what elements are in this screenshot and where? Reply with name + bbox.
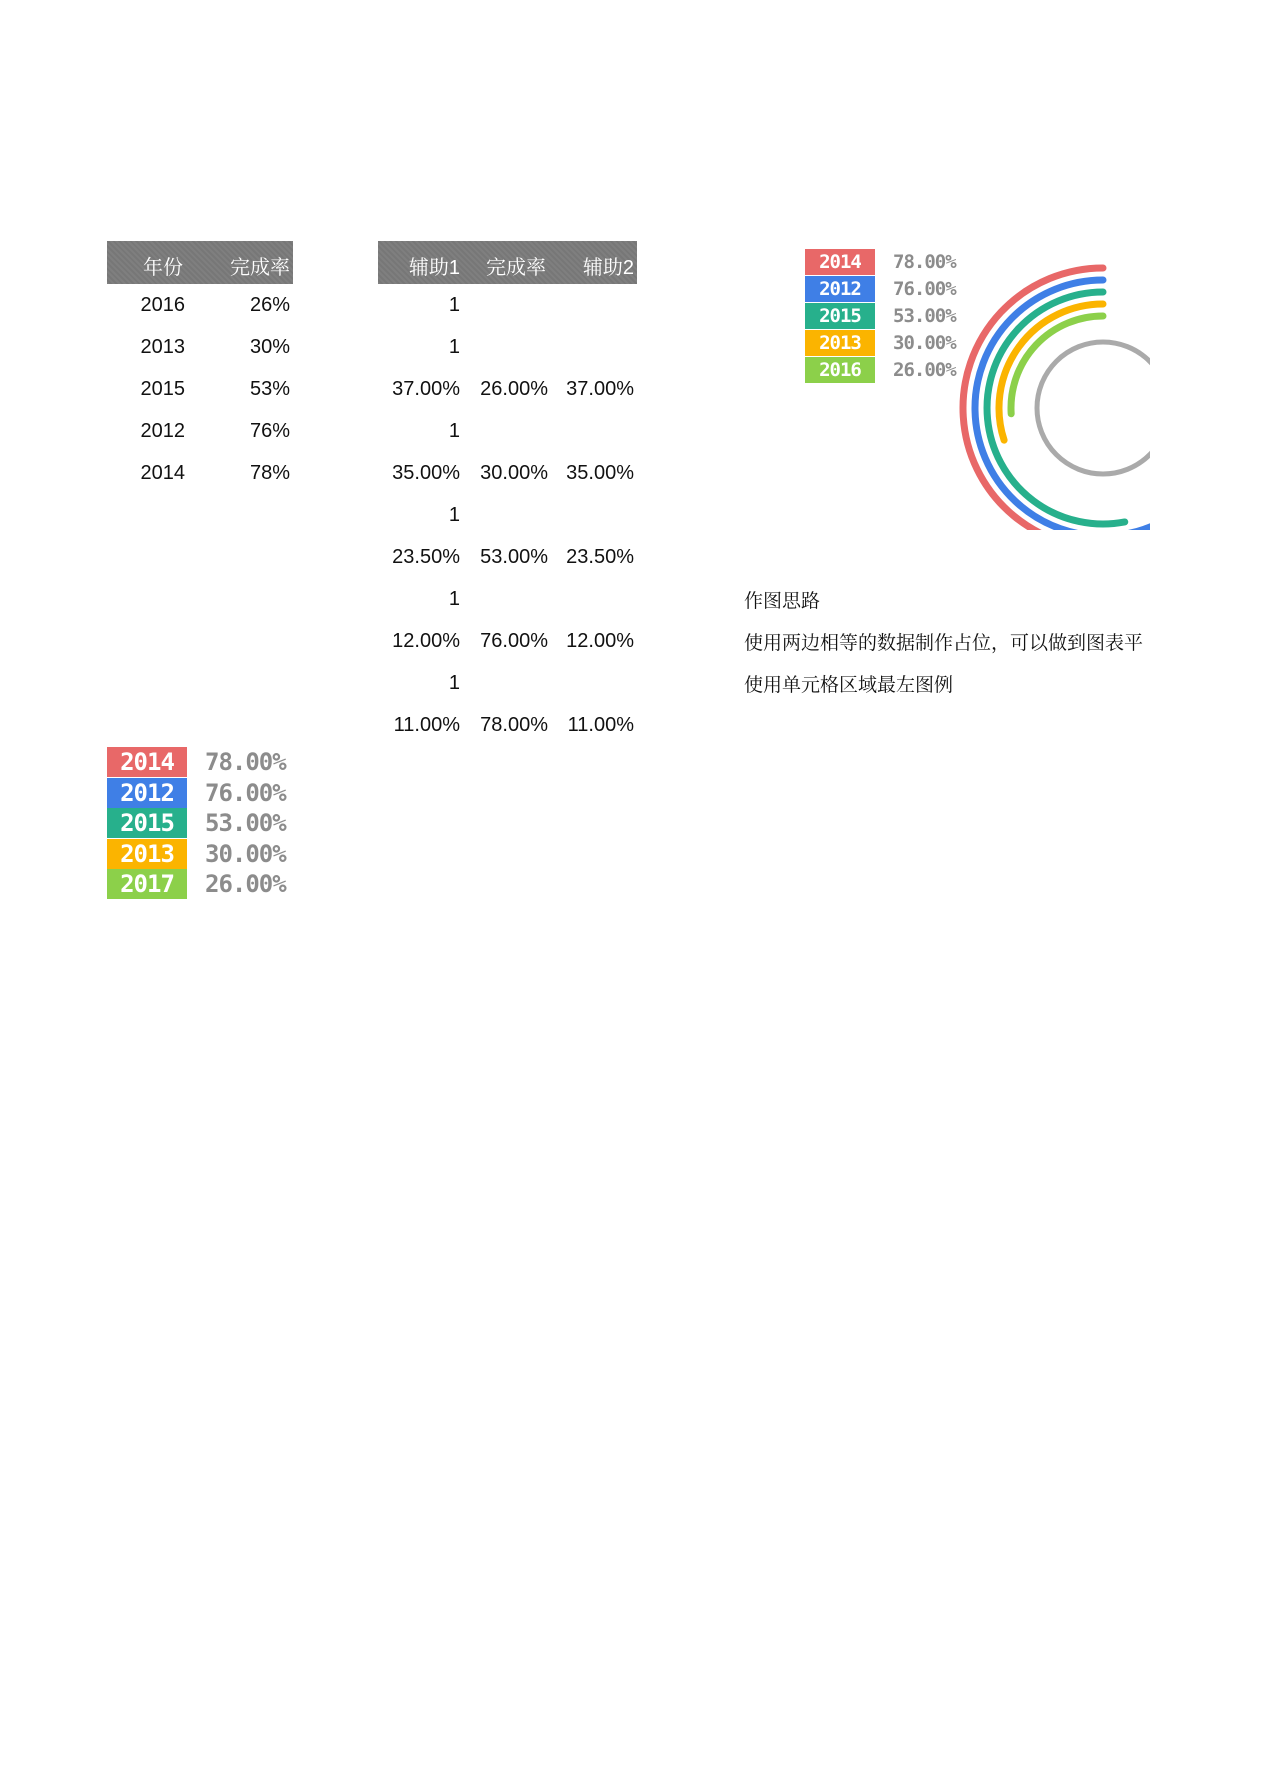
table1-header-rate: 完成率 [230,257,290,279]
table1-rate-cell: 78% [249,462,290,484]
chart-legend-item [805,275,956,302]
chart-legend-item [805,248,956,275]
table2-header-aux1: 辅助1 [408,257,460,279]
table2-cell: 26.00% [480,378,548,400]
table2-cell: 53.00% [480,546,548,568]
cell-legend-item [107,839,286,869]
ring-track [1037,342,1150,474]
table2-cell: 1 [448,336,460,358]
legend-value: 78.00% [205,748,286,776]
table1-year-cell: 2014 [140,462,185,484]
chart-legend-swatch: 2016 [805,357,875,383]
chart-legend-item [805,329,956,356]
ring-arc-2014 [963,268,1150,530]
table2-cell: 35.00% [566,462,634,484]
legend-value: 53.00% [205,809,286,837]
legend-swatch: 2017 [107,869,187,899]
ring-arc-2016 [1011,316,1103,414]
table1-header-year: 年份 [143,257,183,279]
cell-legend-item [107,778,286,808]
table2-header-aux2: 辅助2 [582,257,634,279]
legend-value: 76.00% [205,778,286,807]
table2-cell: 11.00% [567,714,634,736]
table2-header-rate: 完成率 [486,257,546,279]
table2-cell: 1 [448,504,460,526]
table2-cell: 23.50% [566,546,634,568]
cell-legend-item [107,808,286,838]
table2-cell: 30.00% [480,462,548,484]
table1-year-cell: 2012 [140,420,185,442]
chart-legend-value: 78.00% [893,250,956,273]
chart-legend-swatch: 2012 [805,276,875,302]
table2-cell: 11.00% [393,714,460,736]
table1-rate-cell: 26% [249,294,290,316]
chart-legend-value: 30.00% [893,331,956,354]
table2-cell: 37.00% [392,378,460,400]
legend-swatch: 2012 [107,778,187,808]
legend-value: 26.00% [205,870,286,898]
table1-rate-cell: 30% [249,336,290,358]
table1-year-cell: 2015 [140,378,185,400]
cell-legend-item [107,747,286,777]
notes-title: 作图思路 [744,591,821,612]
legend-swatch: 2015 [107,808,187,838]
notes-line-2: 使用单元格区域最左图例 [744,675,954,696]
legend-value: 30.00% [205,839,286,868]
chart-legend-swatch: 2014 [805,249,875,275]
table1-year-cell: 2013 [140,336,185,358]
chart-legend-swatch: 2015 [805,303,875,329]
notes-line-1: 使用两边相等的数据制作占位，可以做到图表平 [744,633,1144,654]
chart-area[interactable] [795,240,1150,530]
table1-year-cell: 2016 [140,294,185,316]
table2-cell: 35.00% [392,462,460,484]
table2-cell: 1 [448,672,460,694]
table1-rate-cell: 53% [249,378,290,400]
table1-rate-cell: 76% [249,420,290,442]
table2-cell: 23.50% [392,546,460,568]
table2-cell: 76.00% [480,630,548,652]
chart-legend-item [805,356,956,383]
chart-legend-swatch: 2013 [805,330,875,356]
table2-cell: 1 [448,420,460,442]
chart-legend-value: 26.00% [893,358,956,381]
table2-cell: 1 [448,294,460,316]
table2-header [378,241,637,284]
table2-cell: 12.00% [566,630,634,652]
cell-legend-item [107,869,286,899]
legend-swatch: 2014 [107,747,187,777]
table2-cell: 1 [448,588,460,610]
table2-cell: 37.00% [566,378,634,400]
table2-cell: 78.00% [480,714,548,736]
chart-legend-value: 53.00% [893,304,956,327]
table2-cell: 12.00% [392,630,460,652]
chart-legend-item [805,302,956,329]
chart-legend-value: 76.00% [893,277,956,300]
legend-swatch: 2013 [107,839,187,869]
table1-header [107,241,293,284]
